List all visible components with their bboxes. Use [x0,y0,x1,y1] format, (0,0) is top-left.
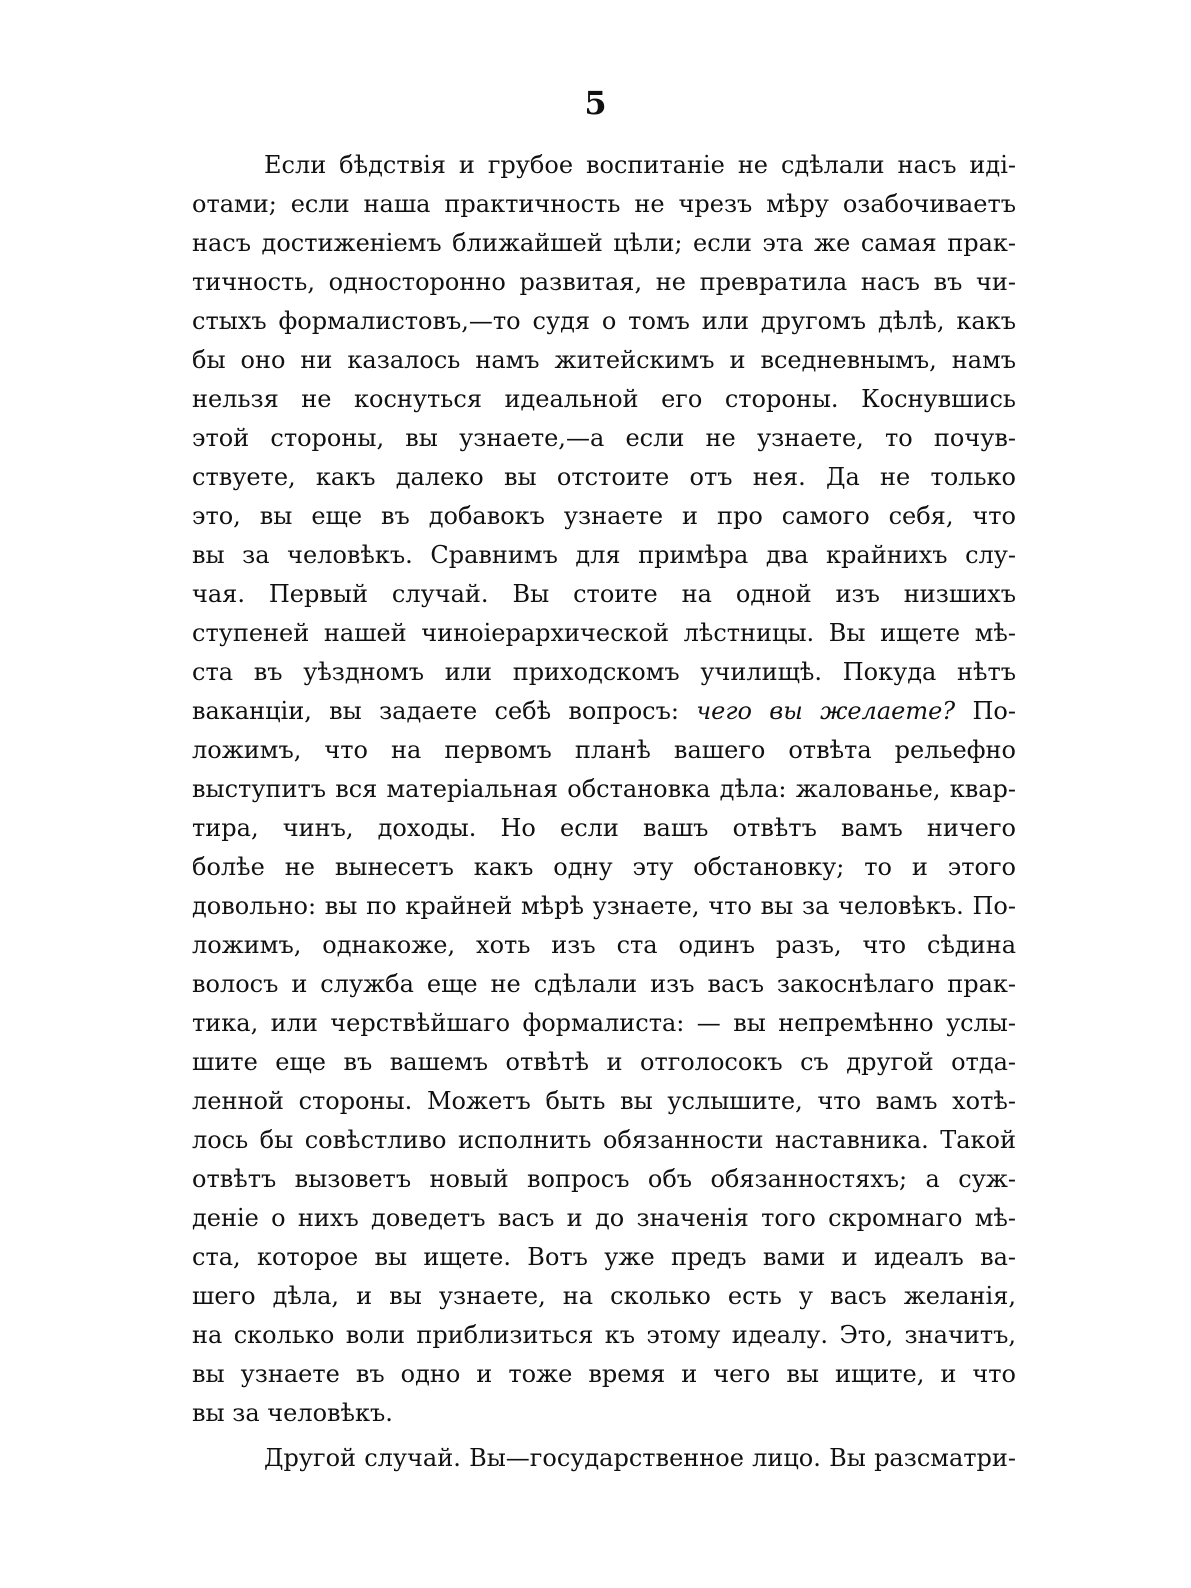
line-text-before: ваканціи, вы задаете себѣ вопросъ: [192,697,679,725]
text-line: деніе о нихъ доведетъ васъ и до значенія того скромнаго мѣ- [192,1204,1016,1232]
text-line: стыхъ формалистовъ,—то судя о томъ или другомъ дѣлѣ, какъ [192,307,1016,335]
text-line: Если бѣдствія и грубое воспитаніе не сдѣлали насъ иді- [264,151,1016,179]
text-line: ступеней нашей чиноіерархической лѣстницы. Вы ищете мѣ- [192,619,1016,647]
text-line: ста въ уѣздномъ или приходскомъ училищѣ. Покуда нѣтъ [192,658,1016,686]
text-line: отами; если наша практичность не чрезъ мѣру озабочиваетъ [192,190,1016,218]
text-line: вы за человѣкъ. Сравнимъ для примѣра два крайнихъ слу- [192,541,1016,569]
text-line: тира, чинъ, доходы. Но если вашъ отвѣтъ вамъ ничего [192,814,1016,842]
text-line: насъ достиженіемъ ближайшей цѣли; если эта же самая прак- [192,229,1016,257]
text-line: бы оно ни казалось намъ житейскимъ и вседневнымъ, намъ [192,346,1016,374]
body-text [192,146,1016,1478]
text-line: ствуете, какъ далеко вы отстоите отъ нея. Да не только [192,463,1016,491]
text-line: ленной стороны. Можетъ быть вы услышите, что вамъ хотѣ- [192,1087,1016,1115]
text-line: чая. Первый случай. Вы стоите на одной изъ низшихъ [192,580,1016,608]
page-number: 5 [584,84,607,122]
text-line: ложимъ, что на первомъ планѣ вашего отвѣта рельефно [192,736,1016,764]
text-line: на сколько воли приблизиться къ этому идеалу. Это, значитъ, [192,1321,1016,1349]
text-line: Другой случай. Вы—государственное лицо. Вы разсматри- [264,1444,1016,1472]
text-line: шего дѣла, и вы узнаете, на сколько есть у васъ желанія, [192,1282,1016,1310]
text-line-last: вы за человѣкъ. [192,1399,393,1427]
text-line: этой стороны, вы узнаете,—а если не узнаете, то почув- [192,424,1016,452]
text-line: болѣе не вынесетъ какъ одну эту обстановку; то и этого [192,853,1016,881]
text-line: волосъ и служба еще не сдѣлали изъ васъ закоснѣлаго прак- [192,970,1016,998]
text-line: ста, которое вы ищете. Вотъ уже предъ вами и идеалъ ва- [192,1243,1016,1271]
text-line: шите еще въ вашемъ отвѣтѣ и отголосокъ съ другой отда- [192,1048,1016,1076]
text-line: отвѣтъ вызоветъ новый вопросъ объ обязанностяхъ; а суж- [192,1165,1016,1193]
text-line: ложимъ, однакоже, хоть изъ ста одинъ разъ, что сѣдина [192,931,1016,959]
text-line: это, вы еще въ добавокъ узнаете и про самого себя, что [192,502,1016,530]
italic-question: чего вы желаете? [696,697,956,725]
text-line: вы узнаете въ одно и тоже время и чего вы ищите, и что [192,1360,1016,1388]
text-line: лось бы совѣстливо исполнить обязанности наставника. Такой [192,1126,1016,1154]
text-line: выступитъ вся матеріальная обстановка дѣла: жалованье, квар- [192,775,1016,803]
text-line: тичность, односторонно развитая, не превратила насъ въ чи- [192,268,1016,296]
text-line: тика, или черствѣйшаго формалиста: — вы непремѣнно услы- [192,1009,1016,1037]
text-line-with-question [192,692,1016,731]
text-line: довольно: вы по крайней мѣрѣ узнаете, что вы за человѣкъ. По- [192,892,1016,920]
line-text-after: По- [972,697,1016,725]
text-line: нельзя не коснуться идеальной его стороны. Коснувшись [192,385,1016,413]
